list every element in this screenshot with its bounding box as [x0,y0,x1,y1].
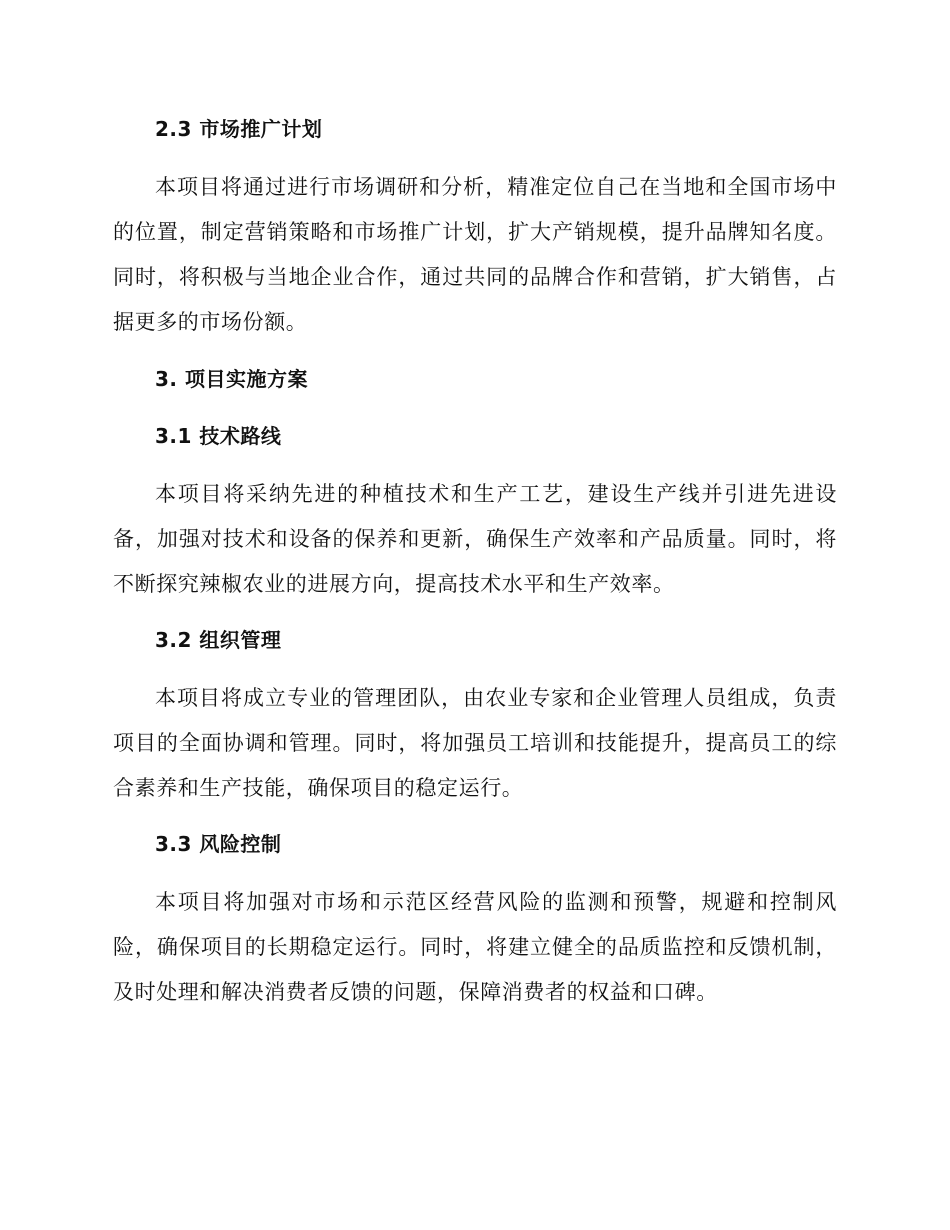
section-paragraph-2-3: 本项目将通过进行市场调研和分析，精准定位自己在当地和全国市场中的位置，制定营销策略和市场推广计划，扩大产销规模，提升品牌知名度。同时，将积极与当地企业合作，通过共同的品牌合作和营销，扩大销售，占据更多的市场份额。 [113,175,837,334]
section-heading-3-1: 3.1 技术路线 [155,424,282,448]
section-heading-3-3: 3.3 风险控制 [155,832,282,856]
section-paragraph-3-2: 本项目将成立专业的管理团队，由农业专家和企业管理人员组成，负责项目的全面协调和管理。同时，将加强员工培训和技能提升，提高员工的综合素养和生产技能，确保项目的稳定运行。 [113,686,837,800]
section-paragraph-3-1: 本项目将采纳先进的种植技术和生产工艺，建设生产线并引进先进设备，加强对技术和设备的保养和更新，确保生产效率和产品质量。同时，将不断探究辣椒农业的进展方向，提高技术水平和生产效率。 [113,482,837,596]
section-heading-3-2: 3.2 组织管理 [155,628,282,652]
section-heading-3: 3. 项目实施方案 [155,367,308,391]
section-paragraph-3-3: 本项目将加强对市场和示范区经营风险的监测和预警，规避和控制风险，确保项目的长期稳定运行。同时，将建立健全的品质监控和反馈机制，及时处理和解决消费者反馈的问题，保障消费者的权益和口碑。 [113,890,837,1004]
section-heading-2-3: 2.3 市场推广计划 [155,117,323,141]
